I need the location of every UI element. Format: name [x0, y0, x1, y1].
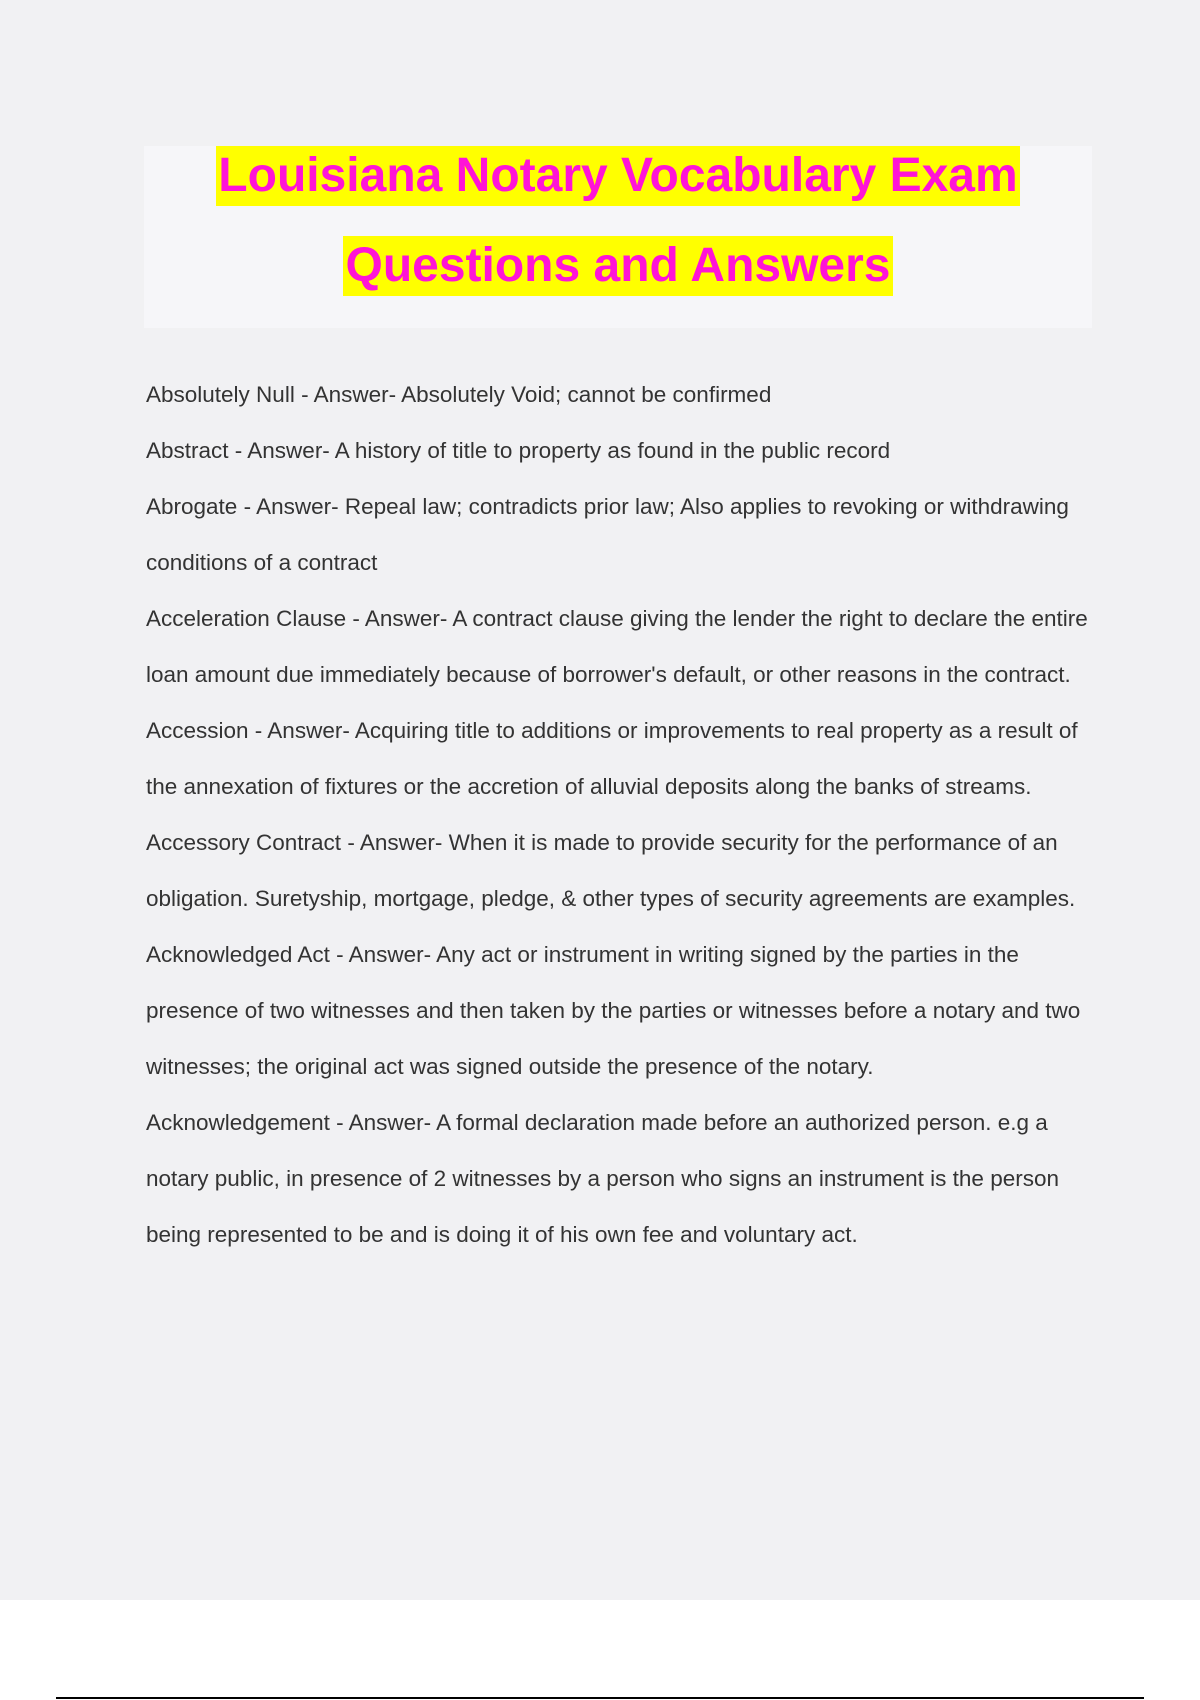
vocabulary-list [146, 367, 1096, 1263]
vocabulary-entry: Acknowledged Act - Answer- Any act or instrument in writing signed by the parties in the presence of two witnesses and then taken by the parties or witnesses before a notary and two witnesses; the original act was signed outside the presence of the notary. [146, 942, 1081, 1079]
title-block [144, 146, 1092, 328]
vocabulary-entry: Abstract - Answer- A history of title to property as found in the public record [146, 438, 891, 463]
vocabulary-entry: Abrogate - Answer- Repeal law; contradicts prior law; Also applies to revoking or withdrawing conditions of a contract [146, 494, 1069, 575]
document-title-line-2: Questions and Answers [343, 236, 892, 296]
vocabulary-entry: Acceleration Clause - Answer- A contract clause giving the lender the right to declare the entire loan amount due immediately because of borrower's default, or other reasons in the contract. [146, 606, 1088, 687]
vocabulary-entry: Absolutely Null - Answer- Absolutely Void; cannot be confirmed [146, 382, 772, 407]
vocabulary-entry: Acknowledgement - Answer- A formal declaration made before an authorized person. e.g a notary public, in presence of 2 witnesses by a person who signs an instrument is the person being represented to be and is doing it of his own fee and voluntary act. [146, 1110, 1059, 1247]
footer-divider [56, 1697, 1144, 1699]
vocabulary-entry: Accessory Contract - Answer- When it is made to provide security for the performance of an obligation. Suretyship, mortgage, pledge, & other types of security agreements are examples. [146, 830, 1076, 911]
document-title-line-1: Louisiana Notary Vocabulary Exam [216, 146, 1019, 206]
vocabulary-entry: Accession - Answer- Acquiring title to additions or improvements to real property as a result of the annexation of fixtures or the accretion of alluvial deposits along the banks of streams. [146, 718, 1078, 799]
